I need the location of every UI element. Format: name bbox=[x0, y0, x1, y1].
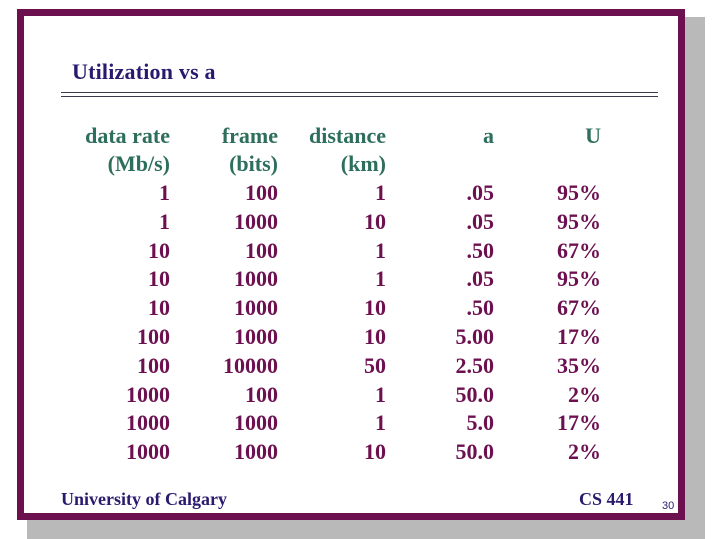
table-cell-u: 67% bbox=[557, 238, 601, 263]
table-cell-distance: 1 bbox=[375, 180, 386, 205]
table-cell-distance: 10 bbox=[364, 324, 386, 349]
page-number: 30 bbox=[662, 500, 675, 512]
table-cell-a: .05 bbox=[466, 180, 494, 205]
table-cell-u: 67% bbox=[557, 295, 601, 320]
table-cell-a: .05 bbox=[466, 209, 494, 234]
table-cell-u: 17% bbox=[557, 410, 601, 435]
table-cell-distance: 10 bbox=[364, 209, 386, 234]
table-cell-data-rate: 1000 bbox=[126, 439, 170, 464]
table-cell-data-rate: 10 bbox=[148, 295, 170, 320]
table-cell-a: 2.50 bbox=[455, 353, 494, 378]
table-cell-data-rate: 1 bbox=[159, 209, 170, 234]
table-cell-a: .50 bbox=[466, 238, 494, 263]
table-cell-distance: 10 bbox=[364, 439, 386, 464]
column-header-data-rate: data rate bbox=[85, 123, 170, 148]
table-cell-frame: 1000 bbox=[234, 324, 278, 349]
table-cell-a: .05 bbox=[466, 266, 494, 291]
column-header-frame-unit: (bits) bbox=[229, 151, 278, 176]
table-cell-frame: 10000 bbox=[223, 353, 278, 378]
table-cell-distance: 1 bbox=[375, 410, 386, 435]
table-cell-a: 50.0 bbox=[455, 439, 494, 464]
table-cell-frame: 1000 bbox=[234, 209, 278, 234]
table-cell-u: 95% bbox=[557, 266, 601, 291]
table-cell-frame: 1000 bbox=[234, 410, 278, 435]
footer-institution: University of Calgary bbox=[61, 489, 227, 509]
column-header-data-rate-unit: (Mb/s) bbox=[107, 151, 170, 176]
column-header-distance: distance bbox=[309, 123, 386, 148]
table-cell-a: .50 bbox=[466, 295, 494, 320]
table-cell-data-rate: 100 bbox=[137, 324, 170, 349]
table-cell-distance: 1 bbox=[375, 238, 386, 263]
table-cell-distance: 50 bbox=[364, 353, 386, 378]
slide-title: Utilization vs a bbox=[72, 59, 216, 84]
table-cell-frame: 100 bbox=[245, 382, 278, 407]
table-cell-a: 50.0 bbox=[455, 382, 494, 407]
table-cell-u: 95% bbox=[557, 209, 601, 234]
table-cell-frame: 1000 bbox=[234, 295, 278, 320]
title-rule-bottom bbox=[61, 96, 658, 97]
table-cell-u: 35% bbox=[557, 353, 601, 378]
column-header-u: U bbox=[585, 123, 601, 148]
table-cell-a: 5.0 bbox=[466, 410, 494, 435]
table-cell-distance: 1 bbox=[375, 266, 386, 291]
table-cell-u: 2% bbox=[568, 382, 601, 407]
table-cell-distance: 1 bbox=[375, 382, 386, 407]
table-cell-frame: 1000 bbox=[234, 266, 278, 291]
table-cell-u: 2% bbox=[568, 439, 601, 464]
table-cell-u: 17% bbox=[557, 324, 601, 349]
footer-course: CS 441 bbox=[579, 489, 634, 509]
table-cell-data-rate: 10 bbox=[148, 238, 170, 263]
column-header-distance-unit: (km) bbox=[340, 151, 386, 176]
table-cell-frame: 1000 bbox=[234, 439, 278, 464]
column-header-frame: frame bbox=[221, 123, 278, 148]
title-rule-top bbox=[61, 92, 658, 93]
table-cell-frame: 100 bbox=[245, 238, 278, 263]
table-cell-data-rate: 1000 bbox=[126, 382, 170, 407]
table-cell-data-rate: 100 bbox=[137, 353, 170, 378]
table-cell-a: 5.00 bbox=[455, 324, 494, 349]
table-cell-frame: 100 bbox=[245, 180, 278, 205]
table-cell-data-rate: 10 bbox=[148, 266, 170, 291]
table-cell-data-rate: 1000 bbox=[126, 410, 170, 435]
column-header-a: a bbox=[483, 123, 494, 148]
table-cell-u: 95% bbox=[557, 180, 601, 205]
table-cell-distance: 10 bbox=[364, 295, 386, 320]
table-cell-data-rate: 1 bbox=[159, 180, 170, 205]
